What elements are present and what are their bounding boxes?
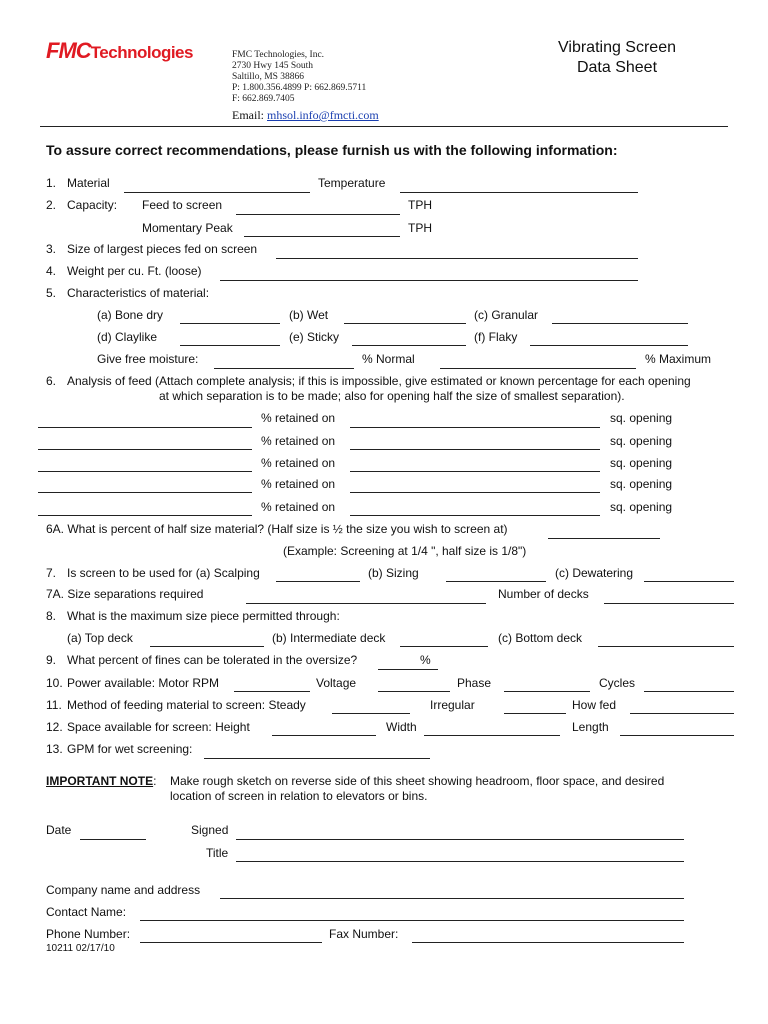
analysis-opening-field[interactable]: [350, 515, 600, 516]
weight-label: Weight per cu. Ft. (loose): [67, 264, 202, 278]
opening-label: sq. opening: [610, 456, 673, 470]
analysis-percent-field[interactable]: [38, 427, 252, 428]
decks-label: Number of decks: [498, 587, 589, 601]
capacity-label: Capacity:: [67, 198, 118, 212]
analysis-text-2: at which separation is to be made; also for opening half the size of smallest separation).: [159, 389, 625, 403]
how-fed-field[interactable]: [630, 713, 734, 714]
feed-tph-label: TPH: [408, 198, 432, 212]
irregular-field[interactable]: [504, 713, 566, 714]
material-field[interactable]: [124, 192, 310, 193]
voltage-label: Voltage: [316, 676, 357, 690]
peak-tph-label: TPH: [408, 221, 432, 235]
analysis-percent-field[interactable]: [38, 515, 252, 516]
intermediate-deck-field[interactable]: [400, 646, 488, 647]
opening-label: sq. opening: [610, 500, 673, 514]
separations-label: 7A. Size separations required: [46, 587, 204, 601]
contact-name-label: Contact Name:: [46, 905, 127, 919]
moisture-label: Give free moisture:: [97, 352, 199, 366]
top-deck-label: (a) Top deck: [67, 631, 133, 645]
wet-label: (b) Wet: [289, 308, 329, 322]
analysis-opening-field[interactable]: [350, 449, 600, 450]
granular-field[interactable]: [552, 323, 688, 324]
q5-number: 5.: [46, 286, 57, 300]
feed-field[interactable]: [236, 214, 400, 215]
half-size-field[interactable]: [548, 538, 660, 539]
weight-field[interactable]: [220, 280, 638, 281]
material-label: Material: [67, 176, 110, 190]
signed-field[interactable]: [236, 839, 684, 840]
how-fed-label: How fed: [572, 698, 617, 712]
peak-field[interactable]: [244, 236, 400, 237]
analysis-percent-field[interactable]: [38, 471, 252, 472]
peak-label: Momentary Peak: [142, 221, 233, 235]
email-link[interactable]: mhsol.info@fmcti.com: [267, 108, 379, 122]
analysis-opening-field[interactable]: [350, 427, 600, 428]
q12-number: 12.: [46, 720, 63, 734]
sticky-field[interactable]: [352, 345, 466, 346]
company-address-field[interactable]: [220, 898, 684, 899]
irregular-label: Irregular: [430, 698, 475, 712]
doc-title-line2: Data Sheet: [576, 59, 658, 76]
opening-label: sq. opening: [610, 477, 673, 491]
signed-label: Signed: [191, 823, 229, 837]
fax-number-label: Fax Number:: [329, 927, 399, 941]
fax-number-field[interactable]: [412, 942, 684, 943]
company-phones: P: 1.800.356.4899 P: 662.869.5711: [232, 83, 367, 93]
important-note-text-1: Make rough sketch on reverse side of this sheet showing headroom, floor space, and desired: [170, 774, 665, 788]
retained-label: % retained on: [261, 434, 336, 448]
gpm-field[interactable]: [204, 758, 430, 759]
retained-label: % retained on: [261, 456, 336, 470]
phase-label: Phase: [457, 676, 492, 690]
bone-dry-field[interactable]: [180, 323, 280, 324]
claylike-field[interactable]: [180, 345, 280, 346]
fines-label: What percent of fines can be tolerated in the oversize?: [67, 653, 358, 667]
gpm-label: GPM for wet screening:: [67, 742, 193, 756]
steady-field[interactable]: [332, 713, 410, 714]
company-address: [232, 50, 366, 105]
important-note-label: IMPORTANT NOTE: [46, 774, 154, 788]
intro-heading: To assure correct recommendations, please furnish us with the following information:: [46, 142, 618, 158]
moisture-normal-field[interactable]: [214, 368, 354, 369]
dewatering-field[interactable]: [644, 581, 734, 582]
title-label: Title: [206, 846, 229, 860]
q6-number: 6.: [46, 374, 57, 388]
doc-title-line1: Vibrating Screen: [558, 39, 676, 56]
logo-technologies: Technologies: [90, 43, 193, 62]
company-name: FMC Technologies, Inc.: [232, 50, 325, 60]
analysis-opening-field[interactable]: [350, 492, 600, 493]
voltage-field[interactable]: [378, 691, 450, 692]
cycles-field[interactable]: [644, 691, 734, 692]
bone-dry-label: (a) Bone dry: [97, 308, 164, 322]
granular-label: (c) Granular: [474, 308, 539, 322]
width-field[interactable]: [424, 735, 560, 736]
fines-percent: %: [420, 653, 431, 667]
bottom-deck-label: (c) Bottom deck: [498, 631, 583, 645]
half-size-example: (Example: Screening at 1/4 ", half size is 1/8"): [283, 544, 527, 558]
company-address-label: Company name and address: [46, 883, 201, 897]
q9-number: 9.: [46, 653, 57, 667]
opening-label: sq. opening: [610, 434, 673, 448]
steady-label: Method of feeding material to screen: Steady: [67, 698, 306, 712]
form-code: 10211 02/17/10: [46, 943, 115, 954]
doc-title: [537, 38, 697, 78]
claylike-label: (d) Claylike: [97, 330, 158, 344]
phase-field[interactable]: [504, 691, 590, 692]
opening-label: sq. opening: [610, 411, 673, 425]
moisture-normal-label: % Normal: [362, 352, 415, 366]
q13-number: 13.: [46, 742, 63, 756]
date-label: Date: [46, 823, 72, 837]
largest-pieces-field[interactable]: [276, 258, 638, 259]
sizing-field[interactable]: [446, 581, 546, 582]
email-label: Email:: [232, 108, 264, 122]
q8-number: 8.: [46, 609, 57, 623]
phone-number-label: Phone Number:: [46, 927, 131, 941]
important-note-colon: :: [153, 774, 157, 788]
email-line: [232, 108, 379, 123]
motor-rpm-label: Power available: Motor RPM: [67, 676, 220, 690]
top-deck-field[interactable]: [150, 646, 264, 647]
wet-field[interactable]: [344, 323, 466, 324]
flaky-label: (f) Flaky: [474, 330, 518, 344]
moisture-maximum-label: % Maximum: [645, 352, 712, 366]
q4-number: 4.: [46, 264, 57, 278]
cycles-label: Cycles: [599, 676, 636, 690]
bottom-deck-field[interactable]: [598, 646, 734, 647]
max-size-label: What is the maximum size piece permitted through:: [67, 609, 340, 623]
company-street: 2730 Hwy 145 South: [232, 61, 314, 71]
moisture-maximum-field[interactable]: [440, 368, 636, 369]
largest-pieces-label: Size of largest pieces fed on screen: [67, 242, 258, 256]
company-city: Saltillo, MS 38866: [232, 72, 305, 82]
fmc-logo: [46, 38, 193, 64]
dewatering-label: (c) Dewatering: [555, 566, 634, 580]
decks-field[interactable]: [604, 603, 734, 604]
analysis-percent-field[interactable]: [38, 449, 252, 450]
contact-name-field[interactable]: [140, 920, 684, 921]
flaky-field[interactable]: [530, 345, 688, 346]
q2-number: 2.: [46, 198, 57, 212]
company-fax: F: 662.869.7405: [232, 94, 295, 104]
title-field[interactable]: [236, 861, 684, 862]
fines-field[interactable]: [378, 669, 438, 670]
retained-label: % retained on: [261, 411, 336, 425]
temperature-field[interactable]: [400, 192, 638, 193]
logo-fmc: FMC: [46, 38, 91, 63]
q11-number: 11.: [46, 698, 62, 712]
height-label: Space available for screen: Height: [67, 720, 250, 734]
analysis-opening-field[interactable]: [350, 471, 600, 472]
analysis-percent-field[interactable]: [38, 492, 252, 493]
date-field[interactable]: [80, 839, 146, 840]
width-label: Width: [386, 720, 417, 734]
intermediate-deck-label: (b) Intermediate deck: [272, 631, 386, 645]
phone-number-field[interactable]: [140, 942, 322, 943]
retained-label: % retained on: [261, 500, 336, 514]
length-label: Length: [572, 720, 609, 734]
q1-number: 1.: [46, 176, 57, 190]
important-note: [46, 774, 156, 788]
q10-number: 10.: [46, 676, 63, 690]
separations-field[interactable]: [246, 603, 486, 604]
characteristics-label: Characteristics of material:: [67, 286, 210, 300]
length-field[interactable]: [620, 735, 734, 736]
important-note-text-2: location of screen in relation to elevators or bins.: [170, 789, 428, 803]
q3-number: 3.: [46, 242, 57, 256]
motor-rpm-field[interactable]: [234, 691, 310, 692]
scalping-label: Is screen to be used for (a) Scalping: [67, 566, 260, 580]
temperature-label: Temperature: [318, 176, 386, 190]
height-field[interactable]: [272, 735, 376, 736]
sticky-label: (e) Sticky: [289, 330, 340, 344]
q7-number: 7.: [46, 566, 57, 580]
feed-label: Feed to screen: [142, 198, 223, 212]
retained-label: % retained on: [261, 477, 336, 491]
sizing-label: (b) Sizing: [368, 566, 419, 580]
scalping-field[interactable]: [276, 581, 360, 582]
header-divider: [40, 126, 728, 127]
half-size-label: 6A. What is percent of half size material? (Half size is ½ the size you wish to screen at): [46, 522, 508, 536]
analysis-text-1: Analysis of feed (Attach complete analysis; if this is impossible, give estimated or known percentage for each opening: [67, 374, 691, 388]
